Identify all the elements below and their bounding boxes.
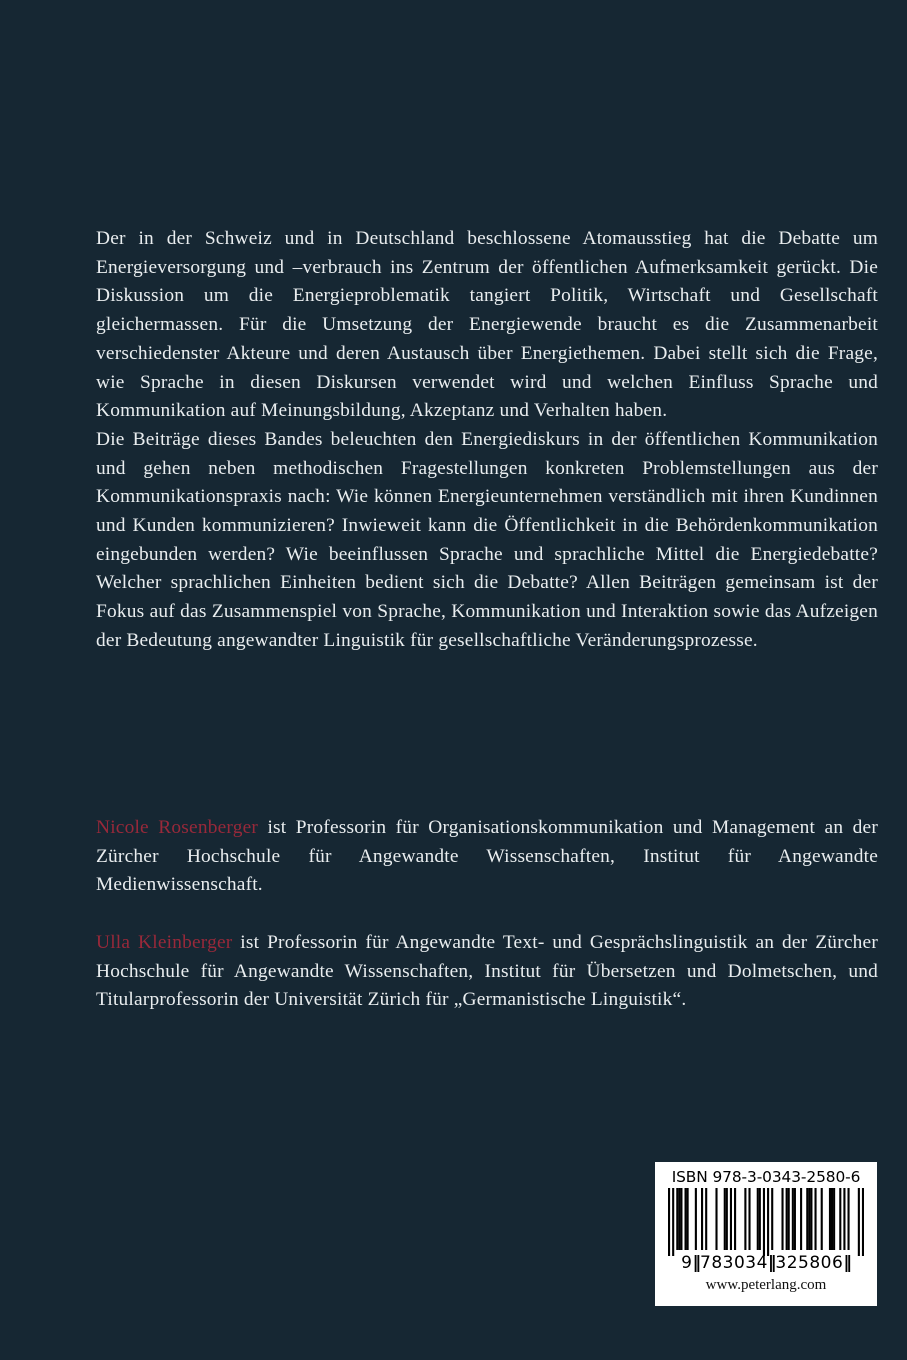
isbn-barcode-block: [655, 1162, 877, 1306]
isbn-label: ISBN 978-3-0343-2580-6: [671, 1168, 861, 1186]
blurb-paragraph-1: Der in der Schweiz und in Deutschland beschlossene Atomausstieg hat die Debatte um Energieversorgung und –verbrauch ins Zentrum der öffentlichen Aufmerksamkeit gerückt. Die Diskussion um die Energieproblematik tangiert Politik, Wirtschaft und Gesellschaft gleichermassen. Für die Umsetzung der Energiewende braucht es die Zusammenarbeit verschiedenster Akteure und deren Austausch über Energiethemen. Dabei stellt sich die Frage, wie Sprache in diesen Diskursen verwendet wird und welchen Einfluss Sprache und Kommunikation auf Meinungsbildung, Akzeptanz und Verhalten haben.: [96, 228, 878, 422]
ean13-left-digit: 9: [681, 1252, 693, 1273]
ean13-digits: [681, 1252, 851, 1273]
ean13-guard-left: ‖: [692, 1252, 700, 1273]
ean13-barcode-icon: [668, 1188, 864, 1256]
ean13-guard-right: ‖: [843, 1252, 851, 1273]
ean13-group-1: 783034: [700, 1252, 768, 1273]
blurb-paragraph-2: Die Beiträge dieses Bandes beleuchten den Energiediskurs in der öffentlichen Kommunikation und gehen neben methodischen Fragestellungen konkreten Problemstellungen aus der Kommunikationspraxis nach: Wie können Energieunternehmen verständlich mit ihren Kundinnen und Kunden kommunizieren? Inwieweit kann die Öffentlichkeit in die Behördenkommunikation eingebunden werden? Wie beeinflussen Sprache und sprachliche Mittel die Energiedebatte? Welcher sprachlichen Einheiten bedient sich die Debatte? Allen Beiträgen gemeinsam ist der Fokus auf das Zusammenspiel von Sprache, Kommunikation und Interaktion sowie das Aufzeigen der Bedeutung angewandter Linguistik für gesellschaftliche Veränderungsprozesse.: [96, 428, 878, 651]
author-bio-2: [96, 929, 878, 1015]
author-bio-text-1: ist Professorin für Organisationskommunikation und Management an der Zürcher Hochschule für Angewandte Wissenschaften, Institut für Angewandte Medienwissenschaft.: [96, 817, 878, 896]
blurb-text-column: [96, 225, 878, 656]
author-bio-1: [96, 814, 878, 900]
author-name-2: Ulla Kleinberger: [96, 931, 233, 953]
author-bios: [96, 814, 878, 1015]
author-name-1: Nicole Rosenberger: [96, 817, 259, 838]
ean13-guard-center: ‖: [767, 1252, 776, 1273]
author-bio-text-2: ist Professorin für Angewandte Text- und Gesprächslinguistik an der Zürcher Hochschule für Angewandte Wissenschaften, Institut für Übersetzen und Dolmetschen, und Titularprofessorin der Universität Zürich für „Germanistische Linguistik“.: [96, 931, 878, 1011]
publisher-url: www.peterlang.com: [705, 1276, 827, 1293]
ean13-group-2: 325806: [775, 1252, 844, 1273]
